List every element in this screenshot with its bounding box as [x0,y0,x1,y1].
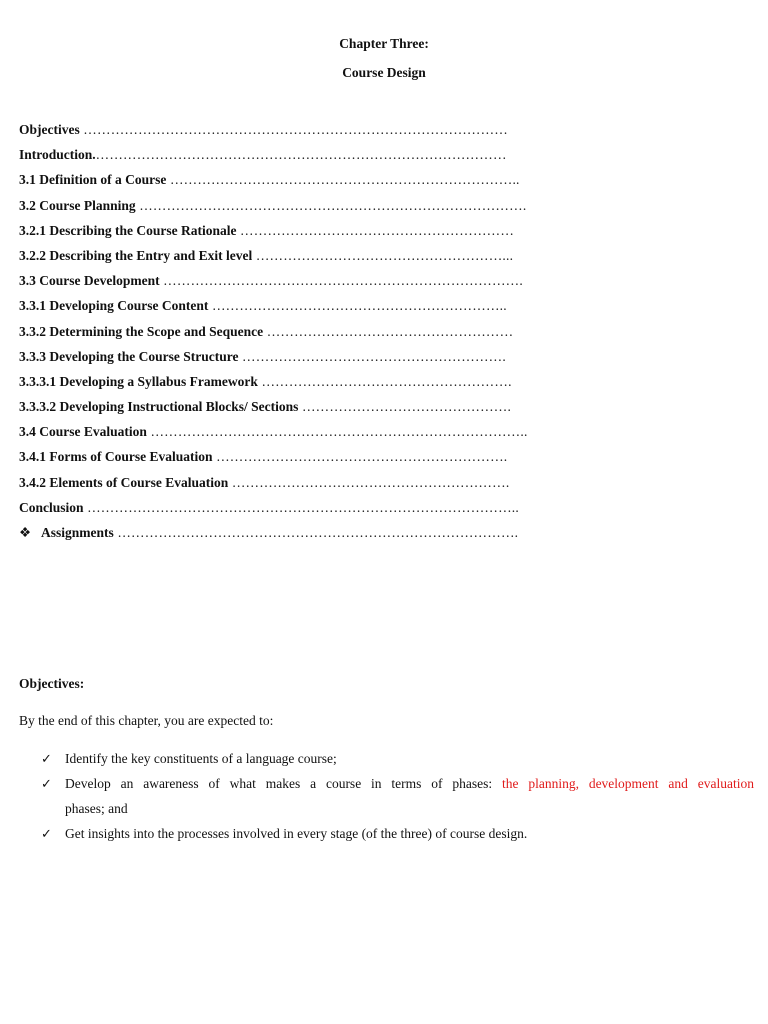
toc-label: 3.2.1 Describing the Course Rationale [19,222,237,238]
toc-label: 3.4 Course Evaluation [19,424,147,440]
toc-entry-3-1 [19,171,759,196]
toc-label: 3.3.1 Developing Course Content [19,298,209,314]
toc-leader: ……………………………………………………………………….. [146,424,528,440]
toc-leader: …………………………………………………… [236,222,515,238]
toc-label: 3.1 Definition of a Course [19,172,167,188]
toc-leader: ………………………………………………... [252,247,514,263]
toc-label: 3.3.3 Developing the Course Structure [19,348,239,364]
toc-entry-3-3-3 [19,348,759,373]
toc-entry-objectives [19,121,759,146]
checkmark-icon: ✓ [41,776,52,791]
toc-leader: …………………………………………………. [238,348,506,364]
objective-text: Develop an awareness of what makes a course in terms of phases: [65,776,502,791]
toc-leader: ……………………………………………………………………………… [95,147,507,163]
checkmark-icon: ✓ [41,751,52,766]
toc-entry-3-3-2 [19,323,759,348]
toc-label: Introduction. [19,147,96,163]
toc-label: 3.3.3.2 Developing Instructional Blocks/ Sections [19,399,299,415]
toc-label: 3.4.2 Elements of Course Evaluation [19,474,229,490]
toc-label: 3.3 Course Development [19,273,160,289]
toc-entry-3-4 [19,423,759,448]
chapter-title: Course Design [342,65,426,80]
toc-label: 3.2.2 Describing the Entry and Exit level [19,247,253,263]
objectives-list [19,746,754,846]
toc-entry-3-3-3-1 [19,373,759,398]
toc-label: 3.4.1 Forms of Course Evaluation [19,449,213,465]
diamond-bullet-icon: ❖ [19,525,32,540]
list-item [19,746,754,771]
objective-text: Get insights into the processes involved in every stage (of the three) of course design. [65,826,528,841]
toc-leader: ………………………………………………. [257,373,512,389]
list-item [19,771,754,821]
toc-entry-assignments [19,524,759,549]
toc-entry-3-3-3-2 [19,398,759,423]
toc-entry-3-2-1 [19,222,759,247]
chapter-number: Chapter Three: [339,36,429,51]
toc-label: 3.3.2 Determining the Scope and Sequence [19,323,264,339]
toc-label: 3.2 Course Planning [19,197,136,213]
toc-leader: ……………………………………………………. [228,474,510,490]
toc-leader: ………………………………………………………………….. [166,172,520,188]
toc-leader: ……………………………………………………….. [208,298,507,314]
objective-text-line [65,771,754,796]
toc-leader: ………………………………………………………. [212,449,508,465]
toc-entry-conclusion [19,499,759,524]
toc-leader: ……………………………………………………………………. [159,273,523,289]
toc-entry-introduction [19,146,759,171]
toc-leader: ……………………………………………… [263,323,514,339]
toc-entry-3-2 [19,197,759,222]
toc-label: Conclusion [19,499,84,515]
toc-leader: ………………………………………. [298,399,512,415]
toc-label: 3.3.3.1 Developing a Syllabus Framework [19,373,258,389]
objective-text: Identify the key constituents of a language course; [65,751,337,766]
objective-text-continued: phases; and [65,801,128,816]
objectives-intro: By the end of this chapter, you are expected to: [19,713,274,728]
toc-entry-3-4-2 [19,474,759,499]
toc-label: Objectives [19,122,80,137]
toc-leader: …………………………………………………………………………. [135,197,527,213]
toc-entry-3-4-1 [19,448,759,473]
table-of-contents [19,121,759,549]
list-item [19,821,754,846]
toc-entry-3-2-2 [19,247,759,272]
checkmark-icon: ✓ [41,826,52,841]
objective-highlight: the planning, development and evaluation [501,776,754,791]
objectives-heading: Objectives: [19,676,85,691]
toc-label: Assignments [41,525,114,540]
toc-leader: ………………………………………………………………………………….. [83,499,519,515]
toc-leader: ……………………………………………………………………………. [113,525,519,540]
toc-entry-3-3 [19,272,759,297]
toc-leader: ………………………………………………………………………………… [79,122,509,137]
toc-entry-3-3-1 [19,297,759,322]
